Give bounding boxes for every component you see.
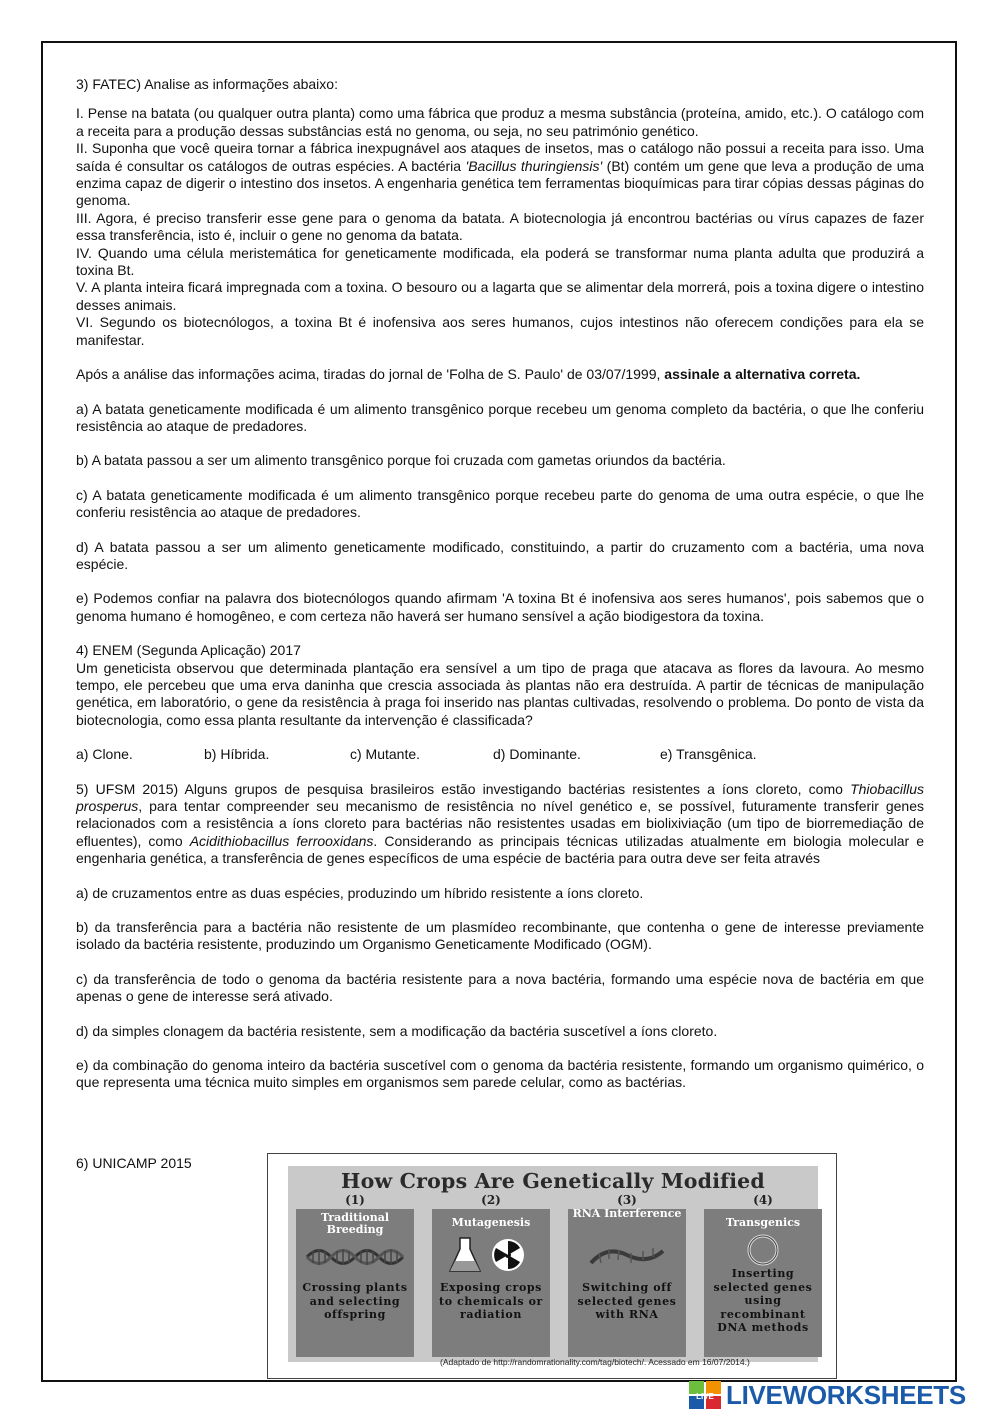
q4-option-c[interactable]: c) Mutante. [350, 746, 421, 763]
q3-item-2-text: II. Suponha que você queira tornar a fábrica inexpugnável aos ataques de insetos, mas o catálogo não possui a receita para isso. Uma saída é consultar os catálogos de outras espécies. A bactéria [76, 140, 924, 174]
q3-item-2 [76, 140, 924, 210]
q3-item-1: I. Pense na batata (ou qualquer outra planta) como uma fábrica que produz a mesma substância (proteína, amido, etc.). O catálogo com a receita para a produção dessas substâncias está no genoma, ou seja, no seu património genético. [76, 105, 924, 139]
q4-option-b[interactable]: b) Híbrida. [204, 746, 270, 763]
rna-strand-icon [587, 1241, 667, 1271]
q5-option-e[interactable]: e) da combinação do genoma inteiro da bactéria suscetível com o genoma da bactéria resistente, formando um organismo quimérico, o que representa uma técnica muito simples em organismos sem parede celular, como as bactérias. [76, 1057, 924, 1091]
column-heading: Traditional Breeding [320, 1211, 390, 1236]
column-panel [296, 1209, 414, 1357]
q3-option-e[interactable]: e) Podemos confiar na palavra dos biotecnólogos quando afirmam 'A toxina Bt é inofensiva aos seres humanos', pois sabemos que o genoma humano é homogêneo, e com certeza não haverá ser humano sensível a ação biodigestora da toxina. [76, 590, 924, 624]
q3-prompt-text: Após a análise das informações acima, tiradas do jornal de 'Folha de S. Paulo' de 03/07/1999, [76, 366, 665, 383]
q5-option-d[interactable]: d) da simples clonagem da bactéria resistente, sem a modificação da bactéria suscetível a íons cloreto. [76, 1022, 718, 1039]
figure-column-traditional-breeding [296, 1193, 414, 1357]
column-heading: RNA Interference [572, 1207, 682, 1220]
q3-item-4: IV. Quando uma célula meristemática for geneticamente modificada, ela poderá se transformar numa planta adulta que produzirá a toxina Bt. [76, 244, 924, 279]
question-3-title: 3) FATEC) Analise as informações abaixo: [76, 76, 338, 92]
q3-prompt-instruction: assinale a alternativa correta. [664, 366, 861, 383]
q5-species-2: Acidithiobacillus ferrooxidans [189, 832, 374, 849]
column-panel [432, 1209, 550, 1357]
question-4-text: Um geneticista observou que determinada plantação era sensível a um tipo de praga que atacava as flores da lavoura. Ao mesmo tempo, ele percebeu que uma erva daninha que crescia associada às plantas não era destruída. A partir de técnicas de manipulação genética, em laboratório, o gene da resistência à praga foi inserido nas plantas cultivadas, resolvendo o problema. Do ponto de vista da biotecnologia, como essa planta resultante da intervenção é classificada? [76, 659, 924, 728]
column-description: Exposing crops to chemicals or radiation [439, 1281, 543, 1321]
q5-text-part-1: 5) UFSM 2015) Alguns grupos de pesquisa brasileiros estão investigando bactérias resistentes a íons cloreto, como [76, 780, 851, 797]
column-number: (4) [753, 1193, 773, 1207]
column-description: Inserting selected genes using recombinant DNA methods [713, 1267, 813, 1334]
figure-column-transgenics [704, 1193, 822, 1357]
q5-option-a[interactable]: a) de cruzamentos entre as duas espécies, produzindo um híbrido resistente a íons cloreto. [76, 884, 644, 901]
q5-option-c[interactable]: c) da transferência de todo o genoma da bactéria resistente para a nova bactéria, formando uma espécie nova de bactéria em que apenas o gene de interesse será ativado. [76, 970, 924, 1005]
liveworksheets-badge-icon [688, 1380, 722, 1410]
column-description: Switching off selected genes with RNA [577, 1281, 677, 1321]
column-number: (3) [617, 1193, 637, 1207]
liveworksheets-wordmark: LIVEWORKSHEETS [726, 1379, 966, 1410]
question-4-title: 4) ENEM (Segunda Aplicação) 2017 [76, 642, 301, 659]
q3-option-a[interactable]: a) A batata geneticamente modificada é um alimento transgênico porque recebeu um genoma completo da bactéria, o que lhe conferiu resistência ao ataque de predadores. [76, 400, 924, 434]
q4-options [76, 746, 924, 763]
column-description: Crossing plants and selecting offspring [302, 1281, 408, 1321]
figure-title: How Crops Are Genetically Modified [341, 1169, 765, 1193]
q3-item-2-rest: (Bt) contém um gene que leva a produção de uma enzima capaz de digerir o intestino dos insetos. A engenharia genética tem ferramentas bioquímicas para tirar cópias dessas páginas do genoma. [76, 157, 925, 209]
liveworksheets-logo[interactable] [688, 1380, 966, 1410]
q5-option-b[interactable]: b) da transferência para a bactéria não resistente de um plasmídeo recombinante, que contenha o gene de interesse previamente isolado da bactéria resistente, produzindo um Organismo Geneticamente Modificado (OGM). [76, 919, 924, 953]
q3-item-5: V. A planta inteira ficará impregnada com a toxina. O besouro ou a lagarta que se alimentar dela morrerá, pois a toxina digere o intestino desses animais. [76, 279, 924, 313]
q3-item-6: VI. Segundo os biotecnólogos, a toxina Bt é inofensiva aos seres humanos, cujos intestinos não oferecem condições para ela se manifestar. [76, 314, 924, 348]
q4-option-d[interactable]: d) Dominante. [493, 746, 581, 763]
column-panel [704, 1209, 822, 1357]
worksheet-content [76, 76, 924, 1092]
q3-option-b[interactable]: b) A batata passou a ser um alimento transgênico porque foi cruzada com gametas oriundos da bactéria. [76, 452, 726, 469]
question-6-title: 6) UNICAMP 2015 [76, 1155, 192, 1171]
q5-text-part-3: . Considerando as principais técnicas utilizadas atualmente em biologia molecular e engenharia genética, a transferência de genes específicos de uma espécie de bactéria para outra deve ser feita através [76, 832, 925, 867]
column-panel [568, 1209, 686, 1357]
figure-column-rna-interference [568, 1193, 686, 1357]
q5-species-1: Thiobacillus prosperus [76, 780, 924, 814]
figure-caption: (Adaptado de http://randomrationality.com/tag/biotech/. Acessado em 16/07/2014.) [440, 1357, 750, 1367]
flask-radiation-icon [446, 1235, 536, 1275]
question-5-text [76, 781, 924, 868]
q3-prompt [76, 366, 924, 383]
column-number: (1) [345, 1193, 365, 1207]
plasmid-ring-icon [738, 1232, 788, 1268]
q4-option-e[interactable]: e) Transgênica. [660, 746, 757, 763]
column-heading: Mutagenesis [451, 1216, 531, 1229]
q3-option-d[interactable]: d) A batata passou a ser um alimento geneticamente modificado, constituindo, a partir do cruzamento com a bactéria, uma nova espécie. [76, 538, 924, 572]
gm-crops-figure [267, 1153, 837, 1379]
q4-option-a[interactable]: a) Clone. [76, 746, 133, 763]
figure-column-mutagenesis [432, 1193, 550, 1357]
figure-panel [288, 1166, 818, 1362]
dna-icon [305, 1242, 405, 1272]
column-number: (2) [481, 1193, 501, 1207]
column-heading: Transgenics [725, 1216, 801, 1229]
q3-item-3: III. Agora, é preciso transferir esse gene para o genoma da batata. A biotecnologia já encontrou bactérias ou vírus capazes de fazer essa transferência, isto é, incluir o gene no genoma da batata. [76, 209, 924, 244]
svg-text:LIVE: LIVE [696, 1392, 714, 1401]
q3-item-2-species: 'Bacillus thuringiensis' [465, 157, 603, 174]
q3-option-c[interactable]: c) A batata geneticamente modificada é um alimento transgênico porque recebeu parte do genoma de uma outra espécie, o que lhe conferiu resistência ao ataque de predadores. [76, 486, 924, 521]
q5-text-part-2: , para tentar compreender seu mecanismo de resistência no nível genético e, se possível, futuramente transferir genes relacionados com a resistência a íons cloreto para bactérias não resistentes usadas em biolixiviação (um tipo de biorremediação de efluentes), como [76, 798, 924, 849]
